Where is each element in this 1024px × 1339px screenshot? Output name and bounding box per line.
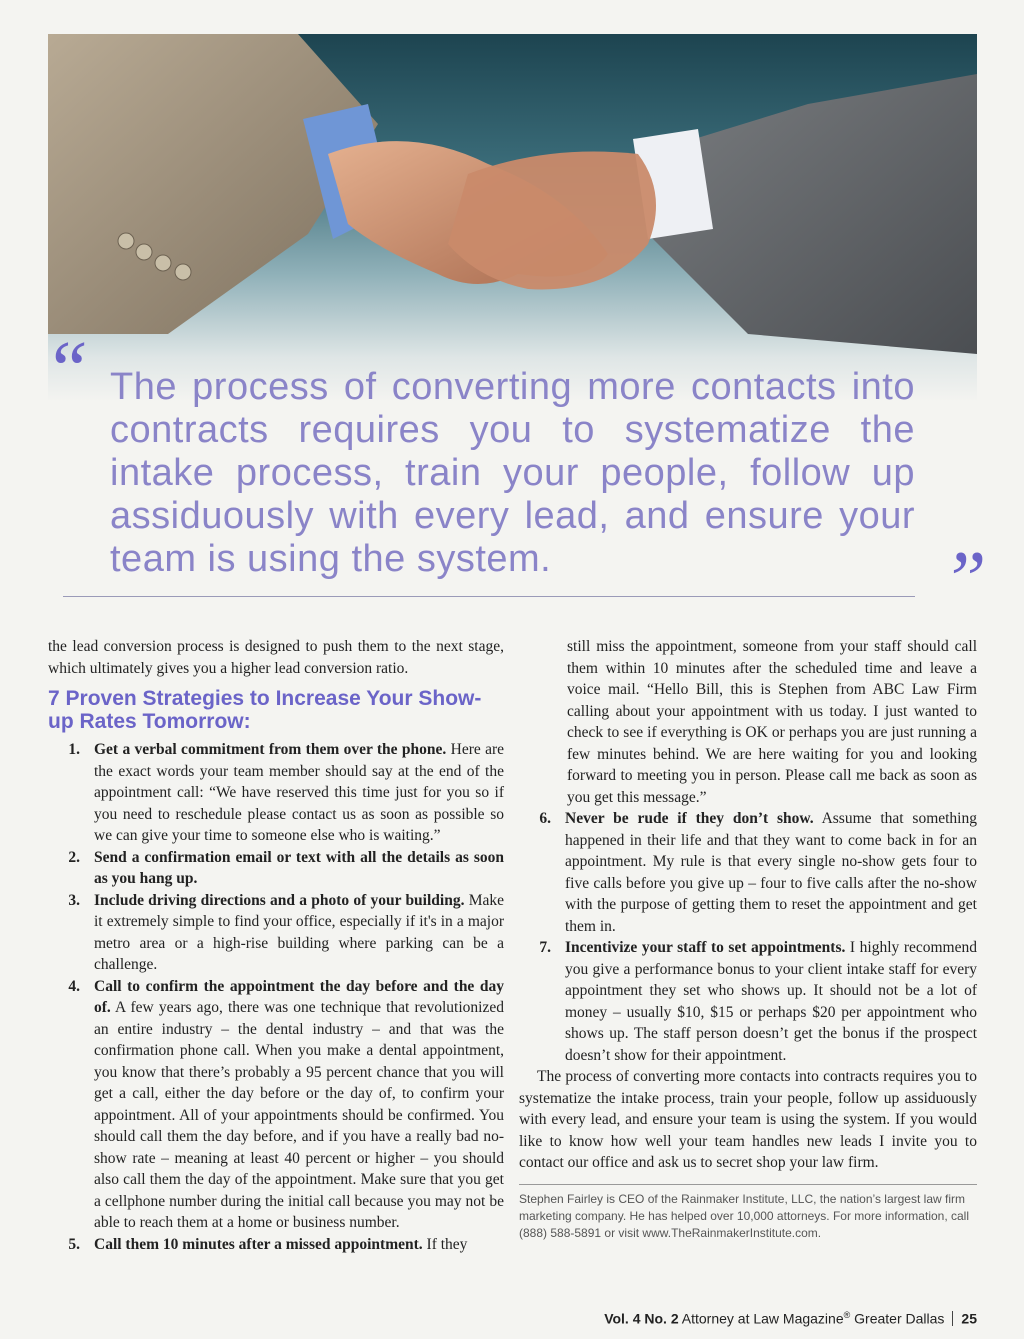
bio-divider	[519, 1184, 977, 1185]
author-bio: Stephen Fairley is CEO of the Rainmaker Institute, LLC, the nation’s largest law firm marketing company. He has helped over 10,000 attorneys. For more information, call (888) 588-5891 or visit www.TheRainmakerInstitute.com.	[519, 1191, 969, 1240]
list-item	[48, 1234, 504, 1256]
issue-number: Vol. 4 No. 2	[604, 1310, 679, 1327]
item-number: 2.	[68, 848, 80, 866]
item-number: 4.	[68, 977, 80, 995]
list-item	[48, 739, 504, 847]
item-lead: Call to confirm the appointment the day before and the day of.	[94, 977, 504, 1016]
intro-paragraph: the lead conversion process is designed to push them to the next stage, which ultimately gives you a higher lead conversion ratio.	[48, 638, 504, 677]
pull-quote: The process of converting more contacts into contracts requires you to systematize the intake process, train your people, follow up assiduously with every lead, and ensure your team is using the system.	[110, 366, 915, 580]
item-text: A few years ago, there was one technique that revolutionized an entire industry – the dental industry – and that was the confirmation phone call. When you make a dental appointment, you know that there’s probably a 95 percent chance that you will get a call, either the day before or the day of, to confirm your appointment. All of your appointments should be confirmed. You should call them the day before, and if you have a really bad no-show rate – meaning at least 40 percent or higher – you should also call them the day of the appointment. Make sure that you get a cellphone number during the initial call because you may not be able to reach them at a home or business number.	[94, 999, 504, 1231]
section-heading: 7 Proven Strategies to Increase Your Show-up Rates Tomorrow:	[48, 687, 482, 733]
item-lead: Never be rude if they don’t show.	[565, 810, 814, 827]
page-number: 25	[961, 1310, 977, 1327]
footer-separator	[952, 1311, 953, 1326]
item-lead: Incentivize your staff to set appointments.	[565, 939, 846, 956]
item-number: 3.	[68, 891, 80, 909]
edition-name: Greater Dallas	[854, 1310, 945, 1327]
open-quote-mark: “	[44, 326, 89, 414]
item-text: I highly recommend you give a performance bonus to your client intake staff for every appointment they set who shows up. It should not be a lot of money – usually $10, $15 or perhaps $20 per appointment who shows up. The staff person doesn’t get the bonus if the prospect doesn’t show for their appointment.	[565, 939, 977, 1064]
item-number: 5.	[68, 1235, 80, 1253]
item-lead: Include driving directions and a photo of your building.	[94, 891, 465, 909]
item-lead: Call them 10 minutes after a missed appointment.	[94, 1235, 423, 1253]
registered-mark: ®	[843, 1310, 851, 1320]
item-number: 6.	[539, 810, 551, 827]
page-footer	[604, 1305, 977, 1325]
right-column	[519, 636, 977, 1242]
closing-paragraph: The process of converting more contacts into contracts requires you to systematize the intake process, train your people, follow up assiduously with every lead, and ensure your team is using the system. If you would like to know how well your team handles new leads I invite you to contact our office and ask us to secret shop your law firm.	[519, 1068, 977, 1171]
item-text: Assume that something happened in their life and that they want to come back in for an appointment. My rule is that every single no-show gets four to five calls before you give up – four to five calls after the no-show with the purpose of getting them to reset the appointment and get them in.	[565, 810, 977, 935]
list-item	[48, 976, 504, 1234]
list-item	[519, 808, 977, 937]
item-number: 1.	[68, 741, 80, 758]
item-lead: Send a confirmation email or text with all the details as soon as you hang up.	[94, 848, 504, 887]
list-item	[48, 847, 504, 890]
item-lead: Get a verbal commitment from them over the phone.	[94, 741, 447, 758]
handshake-photo	[48, 34, 977, 402]
item-text: Here are the exact words your team member should say at the end of the appointment call: “We have reserved this time just for you so if you need to reschedule please contact us as soon as possible so we can give your time to someone else who is waiting.”	[94, 741, 505, 844]
magazine-name: Attorney at Law Magazine	[681, 1310, 844, 1327]
list-item	[48, 890, 504, 976]
close-quote-mark: ”	[942, 536, 987, 624]
quote-divider	[63, 596, 915, 597]
left-column	[48, 636, 504, 1255]
item-text: If they	[422, 1235, 468, 1253]
item-5-continuation: still miss the appointment, someone from your staff should call them within 10 minutes after the scheduled time and leave a voice mail. “Hello Bill, this is Stephen from ABC Law Firm calling about your appointment with us today. I just wanted to check to see if everything is OK or perhaps you are just running a few minutes behind. We are here waiting for you and looking forward to meeting you in person. Please call me back as soon as you get this message.”	[567, 638, 977, 806]
item-text: Make it extremely simple to find your office, especially if it's in a major metro area or a high-rise building where parking can be a challenge.	[94, 891, 504, 973]
item-number: 7.	[539, 939, 551, 956]
list-item	[519, 937, 977, 1066]
